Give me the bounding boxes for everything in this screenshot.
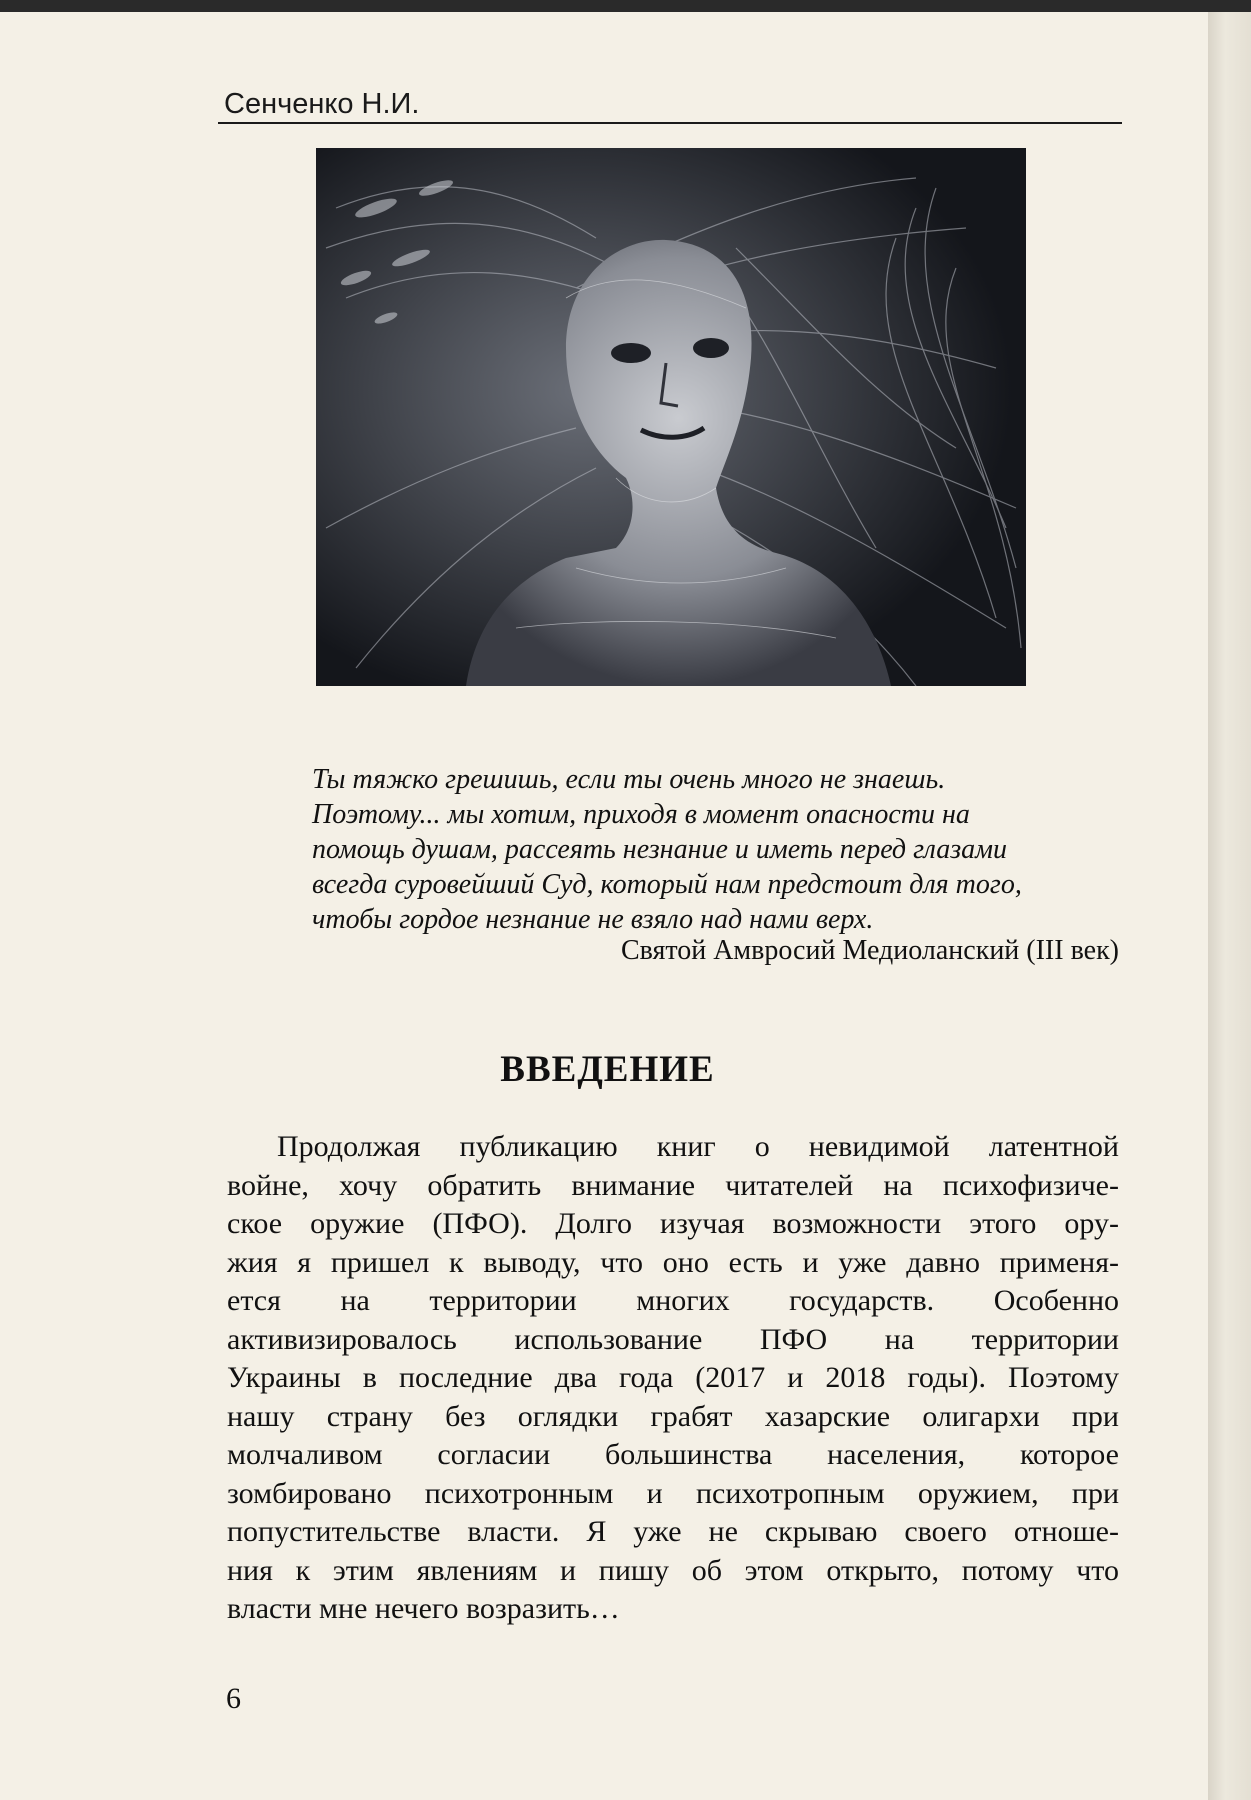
section-heading: ВВЕДЕНИЕ bbox=[500, 1049, 715, 1090]
header-rule bbox=[218, 122, 1122, 124]
body-line: Продолжая публикацию книг о невидимой латентной bbox=[277, 1130, 1119, 1163]
body-line: войне, хочу обратить внимание читателей на психофизиче- bbox=[227, 1168, 1119, 1202]
body-line: активизировалось использование ПФО на территории bbox=[227, 1322, 1119, 1356]
epigraph-line: всегда суровейший Суд, который нам предстоит для того, bbox=[312, 869, 1022, 900]
body-line: молчаливом согласии большинства населения, которое bbox=[227, 1438, 1119, 1471]
body-line: власти мне нечего возразить… bbox=[227, 1592, 620, 1625]
running-head: Сенченко Н.И. bbox=[224, 88, 420, 120]
body-line: попустительстве власти. Я уже не скрываю своего отноше- bbox=[227, 1515, 1119, 1548]
body-line: зомбировано психотронным и психотропным оружием, при bbox=[227, 1476, 1119, 1510]
epigraph-line: Ты тяжко грешишь, если ты очень много не знаешь. bbox=[312, 764, 946, 795]
body-line: нашу страну без оглядки грабят хазарские олигархи при bbox=[227, 1399, 1119, 1433]
body-line: ния к этим явлениям и пишу об этом открыто, потому что bbox=[227, 1553, 1119, 1587]
body-line: ское оружие (ПФО). Долго изучая возможности этого ору- bbox=[227, 1207, 1119, 1240]
body-line: ется на территории многих государств. Особенно bbox=[227, 1284, 1119, 1317]
body-paragraph bbox=[227, 1128, 1119, 1629]
body-line: жия я пришел к выводу, что оно есть и уже давно применя- bbox=[227, 1245, 1119, 1279]
epigraph-line: Поэтому... мы хотим, приходя в момент опасности на bbox=[312, 799, 970, 830]
epigraph-attribution: Святой Амвросий Медиоланский (III век) bbox=[620, 935, 1119, 966]
epigraph-line: помощь душам, рассеять незнание и иметь перед глазами bbox=[312, 834, 1007, 865]
page-number: 6 bbox=[226, 1682, 241, 1715]
frontispiece-illustration bbox=[316, 148, 1026, 686]
epigraph-line: чтобы гордое незнание не взяло над нами верх. bbox=[312, 904, 874, 935]
page-edge bbox=[1208, 12, 1251, 1800]
illustration-human-figure-icon bbox=[316, 148, 1026, 686]
epigraph bbox=[312, 762, 1102, 937]
body-line: Украины в последние два года (2017 и 2018 годы). Поэтому bbox=[227, 1361, 1119, 1394]
